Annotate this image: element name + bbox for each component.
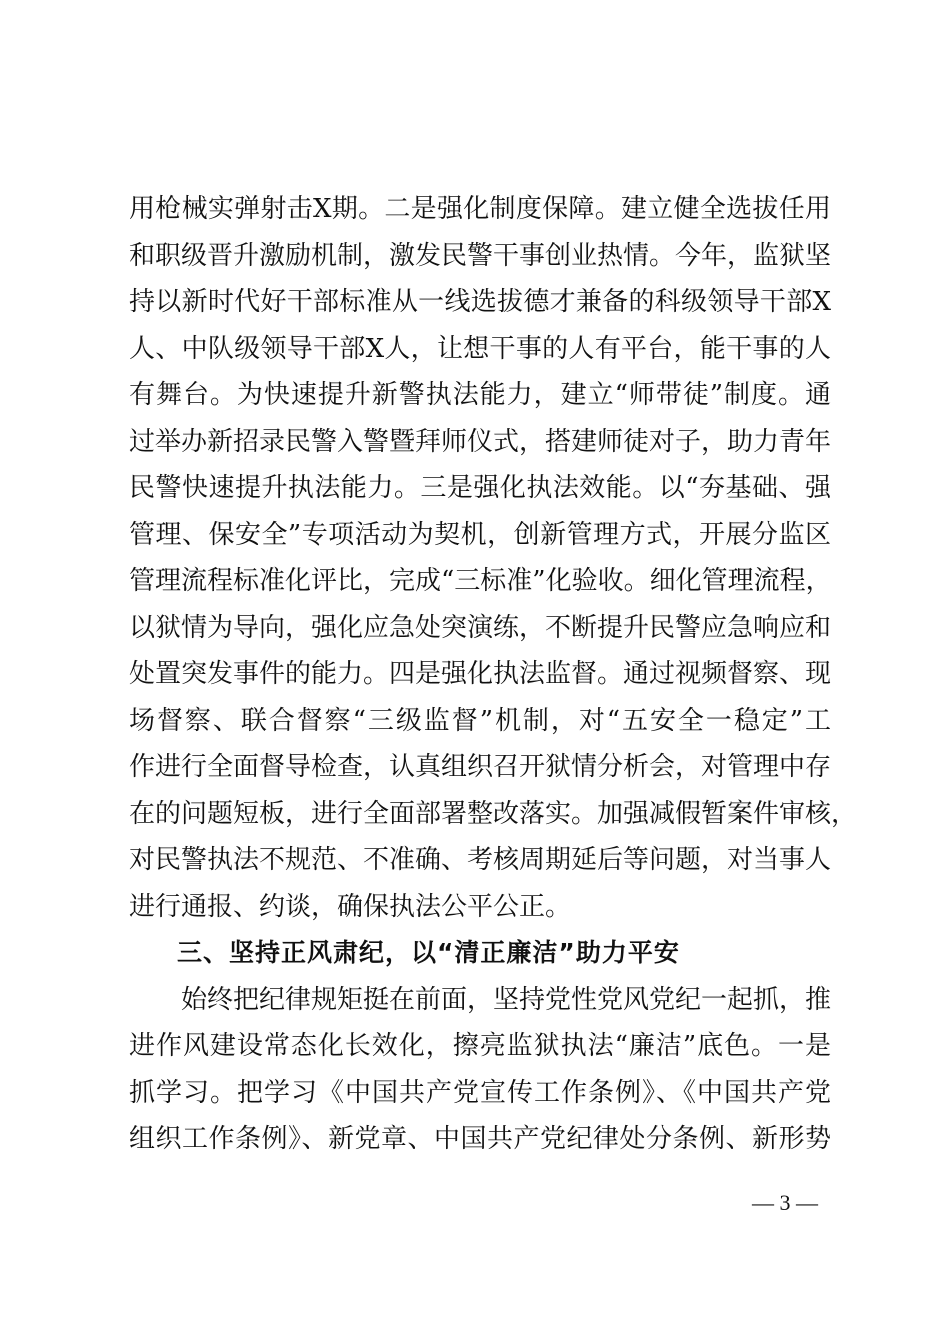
paragraph-line: 以狱情为导向，强化应急处突演练，不断提升民警应急响应和	[129, 612, 832, 643]
section-heading: 三、坚持正风肃纪，以“清正廉洁”助力平安	[177, 938, 680, 967]
document-body	[129, 186, 858, 1163]
paragraph-line: 管理流程标准化评比，完成“三标准”化验收。细化管理流程，	[129, 566, 832, 596]
paragraph-line: 场督察、联合督察“三级监督”机制，对“五安全一稳定”工	[129, 705, 831, 736]
paragraph-line: 始终把纪律规矩挺在前面，坚持党性党风党纪一起抓，推	[181, 984, 832, 1015]
paragraph-line: 进行通报、约谈，确保执法公平公正。	[129, 891, 572, 922]
paragraph-line: 对民警执法不规范、不准确、考核周期延后等问题，对当事人	[129, 845, 832, 875]
page-number: — 3 —	[752, 1190, 818, 1215]
paragraph-line: 组织工作条例》、新党章、中国共产党纪律处分条例、新形势	[129, 1124, 831, 1154]
paragraph-line: 和职级晋升激励机制，激发民警干事创业热情。今年，监狱坚	[129, 240, 832, 271]
paragraph-line: 在的问题短板，进行全面部署整改落实。加强减假暂案件审核，	[129, 798, 858, 829]
paragraph-line: 人、中队级领导干部X人，让想干事的人有平台，能干事的人	[129, 333, 831, 364]
paragraph-line: 持以新时代好干部标准从一线选拔德才兼备的科级领导干部X	[129, 287, 831, 317]
paragraph-line: 民警快速提升执法能力。三是强化执法效能。以“夯基础、强	[129, 473, 831, 503]
paragraph-line: 管理、保安全”专项活动为契机，创新管理方式，开展分监区	[129, 519, 831, 550]
paragraph-line: 进作风建设常态化长效化，擦亮监狱执法“廉洁”底色。一是	[129, 1031, 831, 1061]
paragraph-line: 作进行全面督导检查，认真组织召开狱情分析会，对管理中存	[129, 752, 832, 782]
paragraph-line: 处置突发事件的能力。四是强化执法监督。通过视频督察、现	[129, 659, 832, 689]
paragraph-line: 抓学习。把学习《中国共产党宣传工作条例》、《中国共产党	[129, 1077, 831, 1108]
paragraph-line: 有舞台。为快速提升新警执法能力，建立“师带徒”制度。通	[129, 380, 831, 410]
paragraph-line: 用枪械实弹射击X期。二是强化制度保障。建立健全选拔任用	[129, 194, 831, 224]
paragraph-line: 过举办新招录民警入警暨拜师仪式，搭建师徒对子，助力青年	[129, 426, 832, 457]
